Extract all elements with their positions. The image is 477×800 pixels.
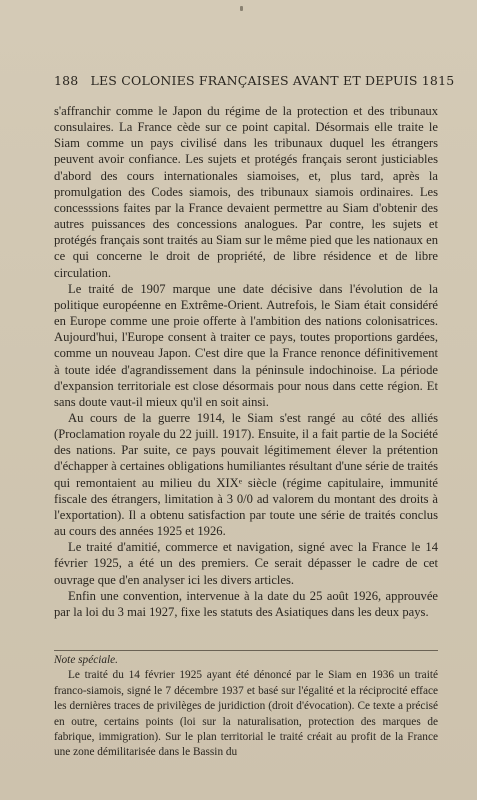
running-title: LES COLONIES FRANÇAISES AVANT ET DEPUIS 1815 — [90, 73, 455, 88]
main-text — [54, 103, 438, 620]
note-title: Note spéciale. — [54, 654, 118, 666]
footnote-divider — [54, 650, 438, 651]
special-note — [54, 653, 438, 761]
paragraph-2: Le traité de 1907 marque une date décisive dans l'évolution de la politique européenne en Extrême-Orient. Autrefois, le Siam était considéré en Europe comme une proie offerte à l'ambition des nations colonisatrices. Aujourd'hui, l'Europe consent à traiter ce pays, toutes proportions gardées, comme un nouveau Japon. C'est dire que la France renonce définitivement à toute idée d'agrandissement dans la péninsule indochinoise. La période d'expansion territoriale est close désormais pour nous dans cette région. Et sans doute vaut-il mieux qu'il en soit ainsi. — [54, 281, 438, 409]
paragraph-5: Enfin une convention, intervenue à la date du 25 août 1926, approuvée par la loi du 3 mai 1927, fixe les statuts des Asiatiques dans les deux pays. — [54, 588, 438, 619]
paragraph-3: Au cours de la guerre 1914, le Siam s'est rangé au côté des alliés (Proclamation royale du 22 juill. 1917). Ensuite, il a fait partie de la Société des nations. Par suite, ce pays pouvait légitimement élever la prétention d'échapper à certaines obligations humiliantes résultant d'une série de traités qui remontaient au milieu du XIXᵉ siècle (régime capitulaire, immunité fiscale des étrangers, limitation à 3 0/0 ad valorem du montant des droits à l'exportation). Il a obtenu satisfaction par toute une série de traités conclus au cours des années 1925 et 1926. — [54, 410, 438, 539]
page-speck — [240, 6, 243, 11]
paragraph-1: s'affranchir comme le Japon du régime de la protection et des tribunaux consulaires. La France cède sur ce point capital. Désormais elle traite le Siam comme un pays civilisé dans les tribunaux duquel les étrangers peuvent avoir confiance. Les sujets et protégés français seront justiciables d'abord des cours internationales siamoises, et, plus tard, après la promulgation des Codes siamois, des tribunaux siamois ordinaires. Les concesssions faites par la France devaient permettre au Siam d'obtenir des autres puissances des concessions analogues. Par contre, les sujets et protégés français sont traités au Siam sur le même pied que les nationaux en ce qui concerne le droit de propriété, de libre résidence et de libre circulation. — [54, 104, 438, 280]
note-text: Le traité du 14 février 1925 ayant été dénoncé par le Siam en 1936 un traité franco-siamois, signé le 7 décembre 1937 et basé sur l'égalité et la réciprocité efface les dernières traces de privilèges de juridiction (droit d'évocation). Ce texte a précisé en outre, certains points (loi sur la naturalisation, protection des marques de fabrique, immigration). Sur le plan territorial le traité créait au profit de la France une zone démilitarisée dans le Bassin du — [54, 669, 438, 759]
page-header — [54, 73, 455, 88]
page-number: 188 — [54, 73, 79, 88]
paragraph-4: Le traité d'amitié, commerce et navigation, signé avec la France le 14 février 1925, a été un des premiers. Ce serait dépasser le cadre de cet ouvrage que d'en analyser ici les divers articles. — [54, 540, 438, 587]
